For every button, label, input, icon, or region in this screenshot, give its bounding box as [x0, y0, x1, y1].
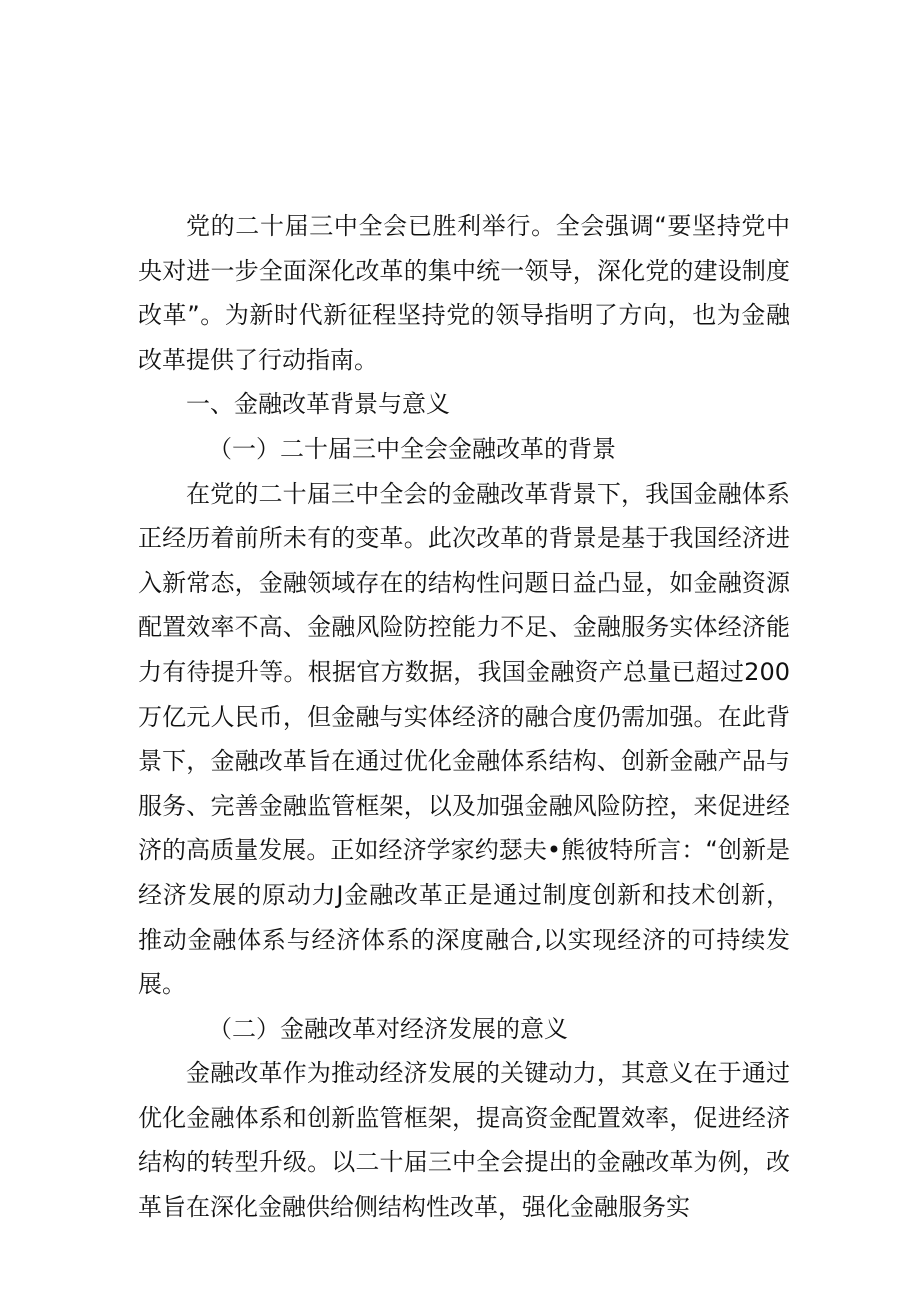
background-paragraph: 在党的二十届三中全会的金融改革背景下，我国金融体系正经历着前所未有的变革。此次改革的背景是基于我国经济进入新常态，金融领域存在的结构性问题日益凸显，如金融资源配置效率不高、金融风险防控能力不足、金融服务实体经济能力有待提升等。根据官方数据，我国金融资产总量已超过200万亿元人民币，但金融与实体经济的融合度仍需加强。在此背景下，金融改革旨在通过优化金融体系结构、创新金融产品与服务、完善金融监管框架，以及加强金融风险防控，来促进经济的高质量发展。正如经济学家约瑟夫•熊彼特所言：“创新是经济发展的原动力J金融改革正是通过制度创新和技术创新，推动金融体系与经济体系的深度融合,以实现经济的可持续发展。 [138, 479, 790, 999]
section-heading-1: 一、金融改革背景与意义 [186, 390, 450, 419]
subsection-heading-1: （一）二十届三中全会金融改革的背景 [208, 434, 616, 463]
document-body [138, 204, 790, 1230]
intro-paragraph: 党的二十届三中全会已胜利举行。全会强调“要坚持党中央对进一步全面深化改革的集中统一领导，深化党的建设制度改革”。为新时代新征程坚持党的领导指明了方向，也为金融改革提供了行动指南。 [138, 212, 790, 374]
significance-paragraph: 金融改革作为推动经济发展的关键动力，其意义在于通过优化金融体系和创新监管框架，提高资金配置效率，促进经济结构的转型升级。以二十届三中全会提出的金融改革为例，改革旨在深化金融供给侧结构性改革，强化金融服务实 [138, 1059, 790, 1222]
subsection-heading-2: （二）金融改革对经济发展的意义 [208, 1014, 568, 1043]
